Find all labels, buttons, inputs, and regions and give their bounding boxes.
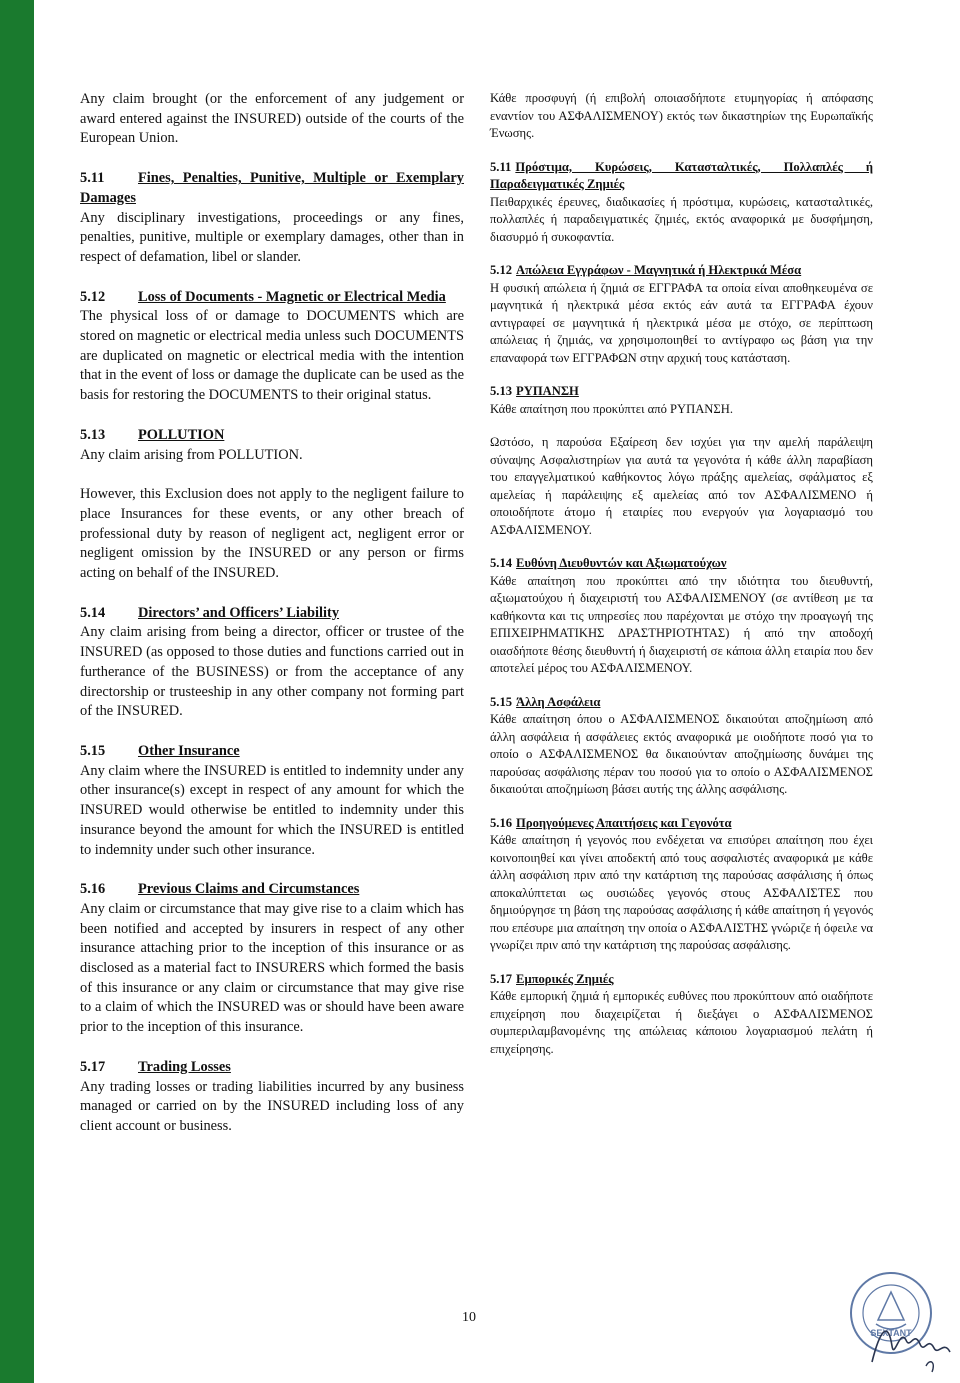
section-body: The physical loss of or damage to DOCUMENTS which are stored on magnetic or electrical media unless such DOCUMENTS are duplicated on magnetic or electrical media with the intention that in the event of loss or damage the duplicate can be used as the basis for restoring the DOCUMENTS to their original status. bbox=[80, 308, 464, 404]
section-title: Πρόστιμα, Κυρώσεις, Κατασταλτικές, Πολλαπλές ή Παραδειγματικές Ζημιές bbox=[490, 159, 873, 191]
section-body: Ωστόσο, η παρούσα Εξαίρεση δεν ισχύει για την αμελή παράλειψη σύναψης Ασφαλιστηρίων για αυτά τα γεγονότα ή κάθε άλλη παραβίαση του επαγγελματικού καθήκοντος λόγω πράξης αμελείας, σφάλματος εξ αμελείας ή παράλειψης εξ αμελείας από τον ΑΣΦΑΛΙΣΜΕΝΟ ή οποιοδήποτε άτομο ή εταιρίες που ενεργούν για λογαριασμό του ΑΣΦΑΛΙΣΜΕΝΟΥ. bbox=[490, 435, 873, 537]
left-accent-bar bbox=[0, 0, 34, 1383]
section-body: Κάθε απαίτηση που προκύπτει από ΡΥΠΑΝΣΗ. bbox=[490, 401, 733, 416]
section-body: Any claim arising from being a director, officer or trustee of the INSURED (as opposed to those duties and functions carried out in furtherance of the BUSINESS) or from the acceptance of any directorship or trusteeship in any other company not forming part of the INSURED. bbox=[80, 624, 464, 720]
section-number: 5.12 bbox=[490, 263, 513, 277]
section-title: Trading Losses bbox=[138, 1058, 231, 1075]
greek-section bbox=[490, 555, 873, 678]
english-section bbox=[80, 1058, 464, 1137]
section-title: Προηγούμενες Απαιτήσεις και Γεγονότα bbox=[516, 815, 732, 830]
section-heading bbox=[490, 383, 873, 401]
section-title: ΡΥΠΑΝΣΗ bbox=[516, 384, 579, 398]
greek-section bbox=[490, 694, 873, 799]
section-body: Κάθε εμπορική ζημιά ή εμπορικές ευθύνες που προκύπτουν από οιαδήποτε επιχείρηση που διαχειρίζεται ή διεξάγει ο ΑΣΦΑΛΙΣΜΕΝΟΣ συμπεριλαμβανομένης της απώλειας κάποιου λογαριασμού πελάτη ή επιχείρησης. bbox=[490, 989, 873, 1056]
section-body: Any trading losses or trading liabilities incurred by any business managed or carried on by the INSURED including loss of any client account or business. bbox=[80, 1078, 464, 1134]
handwritten-signature bbox=[866, 1300, 956, 1380]
greek-intro: Κάθε προσφυγή (ή επιβολή οποιασδήποτε ετυμηγορίας ή απόφασης εναντίον του ΑΣΦΑΛΙΣΜΕΝΟΥ) εκτός των δικαστηρίων της Ευρωπαϊκής Ένωσης. bbox=[490, 91, 873, 140]
section-body: Κάθε απαίτηση ή γεγονός που ενδέχεται να επισύρει απαίτηση που έχει κοινοποιηθεί και γίνει αποδεκτή από τους ασφαλιστές αναφορικά με κάθε άλλη ασφάλιση πριν από την κατάρτιση της παρούσας ασφάλισης ή όπως αποκαλύπτεται ως ουσιώδες γεγονός στους ΑΣΦΑΛΙΣΤΕΣ που δημιούργησε τη βάση της παρούσας ασφάλισης ή κάθε απαίτηση ή γεγονός που επέσυρε μια απαίτηση την οποία ο ΑΣΦΑΛΙΣΤΗΣ γνώριζε ή όφειλε να γνωρίζει πριν από την κατάρτιση της παρούσας ασφάλισης. bbox=[490, 833, 873, 952]
page-number: 10 bbox=[462, 1310, 476, 1325]
section-number: 5.15 bbox=[490, 694, 513, 709]
section-number: 5.17 bbox=[490, 971, 513, 986]
section-number: 5.12 bbox=[80, 288, 106, 305]
english-intro: Any claim brought (or the enforcement of any judgement or award entered against the INSURED) outside of the courts of the European Union. bbox=[80, 91, 464, 147]
section-body: Any claim where the INSURED is entitled to indemnity under any other insurance(s) except in respect of any amount for which the INSURED would otherwise be entitled to indemnity under this insurance beyond the amount for which the INSURED is entitled to indemnity under such other insurance. bbox=[80, 762, 464, 858]
section-body: Any disciplinary investigations, proceedings or any fines, penalties, punitive, multiple or exemplary damages, other than in respect of defamation, libel or slander. bbox=[80, 209, 464, 265]
section-number: 5.13 bbox=[490, 384, 513, 398]
section-body: Any claim arising from POLLUTION. bbox=[80, 446, 303, 463]
section-body: Κάθε απαίτηση που προκύπτει από την ιδιότητα του διευθυντή, αξιωματούχου ή διαχειριστή του ΑΣΦΑΛΙΣΜΕΝΟΥ (σε αντίθεση με τα καθήκοντα και τις υπηρεσίες που παρέχονται με στόχο την προαγωγή της ΕΠΙΧΕΙΡΗΜΑΤΙΚΗΣ ΔΡΑΣΤΗΡΙΟΤΗΤΑΣ) ή από την αποδοχή οιασδήποτε θέσης διευθυντή ή διαχειριστή σε κάποια άλλη εταιρία που δεν αποτελεί μέρος του ΑΣΦΑΛΙΣΜΕΝΟΥ. bbox=[490, 573, 873, 675]
section-title: Directors’ and Officers’ Liability bbox=[138, 604, 340, 621]
section-body: However, this Exclusion does not apply to the negligent failure to place Insurances for these events, or any other breach of professional duty by reason of negligent act, negligent error or negligent omission by the INSURED or any person or firms acting on behalf of the INSURED. bbox=[80, 486, 464, 582]
section-heading bbox=[490, 555, 873, 573]
section-title: POLLUTION bbox=[138, 426, 225, 443]
section-title: Εμπορικές Ζημιές bbox=[516, 971, 614, 986]
section-heading bbox=[80, 880, 464, 900]
section-heading bbox=[80, 742, 464, 762]
section-number: 5.15 bbox=[80, 742, 106, 759]
section-heading bbox=[80, 1058, 464, 1078]
section-number: 5.14 bbox=[490, 556, 513, 570]
greek-section bbox=[490, 971, 873, 1059]
section-title: Loss of Documents - Magnetic or Electrical Media bbox=[138, 288, 446, 305]
svg-text:SEXTANT: SEXTANT bbox=[870, 1328, 912, 1338]
section-title: Απώλεια Εγγράφων - Μαγνητικά ή Ηλεκτρικά Μέσα bbox=[516, 263, 802, 277]
english-column bbox=[80, 90, 464, 1157]
section-number: 5.13 bbox=[80, 426, 106, 443]
section-title: Previous Claims and Circumstances bbox=[138, 881, 360, 898]
section-heading bbox=[490, 971, 873, 989]
section-heading bbox=[80, 288, 464, 308]
section-number: 5.16 bbox=[80, 881, 106, 898]
english-section bbox=[80, 169, 464, 268]
section-heading bbox=[490, 262, 873, 280]
greek-section bbox=[490, 383, 873, 418]
section-heading bbox=[490, 815, 873, 833]
section-heading bbox=[490, 159, 873, 194]
section-heading bbox=[490, 694, 873, 712]
section-heading bbox=[80, 426, 464, 446]
section-number: 5.11 bbox=[80, 170, 105, 187]
greek-section bbox=[490, 262, 873, 367]
section-number: 5.16 bbox=[490, 815, 513, 830]
english-section bbox=[80, 742, 464, 860]
section-title: Ευθύνη Διευθυντών και Αξιωματούχων bbox=[516, 556, 727, 570]
english-section bbox=[80, 288, 464, 406]
section-number: 5.17 bbox=[80, 1058, 106, 1075]
english-section bbox=[80, 426, 464, 465]
section-body: Πειθαρχικές έρευνες, διαδικασίες ή πρόστιμα, κυρώσεις, κατασταλτικές, πολλαπλές ή παραδειγματικές ζημιές, εκτός αναφορικά με δυσφήμηση, διασυρμό ή συκοφαντία. bbox=[490, 194, 873, 244]
greek-section bbox=[490, 815, 873, 955]
section-title: Άλλη Ασφάλεια bbox=[516, 694, 601, 709]
greek-column bbox=[490, 90, 873, 1074]
section-body: Κάθε απαίτηση όπου ο ΑΣΦΑΛΙΣΜΕΝΟΣ δικαιούται αποζημίωση από άλλη ασφάλεια ή ασφάλειες εκτός αναφορικά με οιοδήποτε ποσό για το οποίο ο ΑΣΦΑΛΙΣΜΕΝΟΣ θα δικαιούνταν αποζημίωσης δυνάμει της παρούσας ασφάλισης πέραν του ποσού για το οποίο ο ΑΣΦΑΛΙΣΜΕΝΟΣ δικαιούται αποζημίωση βάσει αυτής της άλλης ασφάλισης. bbox=[490, 712, 873, 796]
greek-section bbox=[490, 159, 873, 247]
section-body: Any claim or circumstance that may give rise to a claim which has been notified and accepted by insurers in respect of any other insurance attaching prior to the inception of this insurance or as disclosed as a material fact to INSURERS which formed the basis of this insurance or any claim or circumstance that may give rise to a claim of which the INSURED was or should have been aware prior to the inception of this insurance. bbox=[80, 900, 464, 1036]
section-number: 5.11 bbox=[490, 159, 512, 174]
section-title: Other Insurance bbox=[138, 742, 240, 759]
english-section bbox=[80, 880, 464, 1038]
english-section bbox=[80, 485, 464, 584]
section-title: Fines, Penalties, Punitive, Multiple or Exemplary Damages bbox=[80, 170, 464, 206]
section-body: Η φυσική απώλεια ή ζημιά σε ΕΓΓΡΑΦΑ τα οποία είναι αποθηκευμένα σε μαγνητικά ή ηλεκτρικά μέσα εκτός εάν αυτά τα ΕΓΓΡΑΦΑ έχουν αντιγραφεί σε μαγνητικά ή ηλεκτρικά μέσα με στόχο, σε περίπτωση απώλειας ή ζημιάς, να χρησιμοποιηθεί το αντίγραφο ως βάση για την επαναφορά των ΕΓΓΡΑΦΩΝ στην αρχική τους κατάσταση. bbox=[490, 280, 873, 365]
section-number: 5.14 bbox=[80, 604, 106, 621]
section-heading bbox=[80, 169, 464, 208]
section-heading bbox=[80, 604, 464, 624]
greek-section bbox=[490, 434, 873, 539]
english-section bbox=[80, 604, 464, 722]
